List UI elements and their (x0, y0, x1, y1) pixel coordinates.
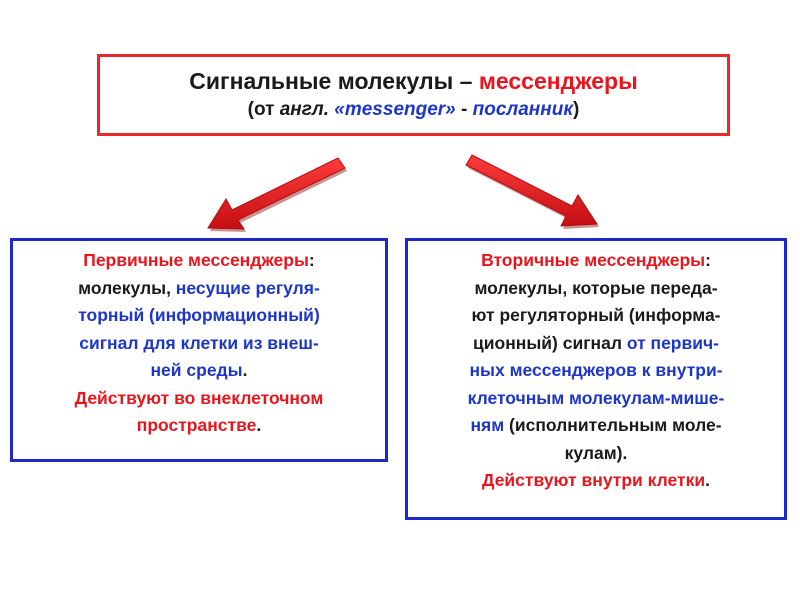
title-main-highlight: мессенджеры (478, 68, 638, 94)
secondary-line-6-end: (исполнительным моле- (509, 415, 722, 435)
secondary-line-4: ных мессенджеров к внутри- (469, 360, 723, 380)
title-main-prefix: Сигнальные молекулы – (189, 68, 479, 94)
primary-line-6-text: пространстве (136, 415, 257, 435)
left-arrow-icon (208, 158, 347, 232)
secondary-line-3-highlight: от первич- (626, 332, 719, 353)
title-box (97, 54, 730, 136)
primary-line-2: торный (информационный) (78, 305, 320, 325)
subtitle-translation: посланник (472, 99, 573, 120)
secondary-line-8-dot: . (705, 470, 710, 490)
primary-heading-line (13, 247, 385, 275)
primary-line-1 (13, 275, 385, 303)
right-arrow-icon (466, 155, 599, 229)
secondary-line-1: молекулы, которые переда- (474, 277, 718, 298)
subtitle-close-paren: ) (573, 99, 580, 120)
primary-line-3: сигнал для клетки из внеш- (79, 332, 319, 353)
primary-line-4-dot: . (242, 360, 248, 380)
primary-line-4-text: ней среды (150, 360, 243, 380)
secondary-heading-colon: : (705, 250, 711, 270)
subtitle-term: «messenger» (334, 99, 456, 120)
secondary-line-6 (408, 412, 784, 440)
secondary-line-7: кулам). (564, 442, 628, 463)
secondary-heading-line (408, 247, 784, 275)
primary-line-5: Действуют во внеклеточном (74, 387, 324, 408)
secondary-line-2: ют регуляторный (информа- (471, 305, 721, 325)
primary-line-1-highlight: несущие регуля- (175, 277, 320, 298)
title-main (100, 67, 727, 95)
secondary-line-5: клеточным молекулам-мише- (467, 387, 725, 408)
primary-messengers-box (10, 238, 388, 462)
title-subtitle (100, 98, 727, 122)
primary-line-6 (13, 412, 385, 440)
primary-heading-colon: : (308, 250, 315, 270)
subtitle-en-label: англ. (279, 99, 335, 120)
secondary-heading: Вторичные мессенджеры (481, 250, 706, 270)
secondary-line-8 (408, 467, 784, 495)
subtitle-open-paren: (от (247, 99, 280, 120)
secondary-line-8-text: Действуют внутри клетки (482, 470, 706, 490)
primary-line-6-dot: . (256, 415, 262, 435)
subtitle-dash: - (455, 99, 473, 120)
primary-line-4 (13, 357, 385, 385)
secondary-line-6-highlight: ням (470, 415, 510, 435)
secondary-line-3 (408, 330, 784, 358)
primary-line-1-start: молекулы, (78, 277, 176, 298)
primary-heading: Первичные мессенджеры (83, 250, 309, 270)
secondary-messengers-box (405, 238, 787, 520)
secondary-line-3-start: ционный) сигнал (473, 332, 627, 353)
